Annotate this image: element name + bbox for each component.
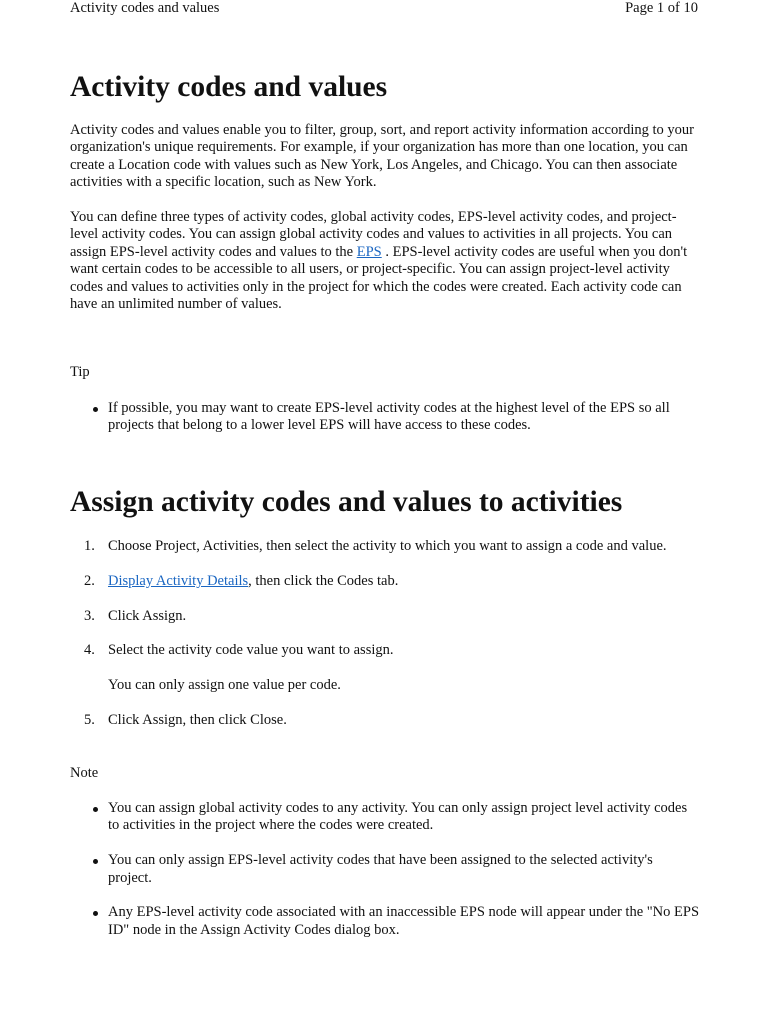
list-item-text: If possible, you may want to create EPS-level activity codes at the highest level of the EPS so all projects that belong to a lower level EPS will have access to these codes.: [108, 400, 670, 434]
step-text: , then click the Codes tab.: [248, 572, 399, 589]
list-item-text: Any EPS-level activity code associated with an inaccessible EPS node will appear under the "No EPS ID" node in the Assign Activity Codes dialog box.: [108, 904, 700, 938]
note-label: Note: [70, 765, 99, 781]
step-text: Click Assign.: [108, 607, 187, 624]
list-item-text: You can assign global activity codes to any activity. You can only assign project level activity codes to activities in the project where the codes were created.: [108, 800, 688, 834]
step-text: Click Assign, then click Close.: [108, 711, 287, 728]
header-doc-title: Activity codes and values: [70, 0, 220, 16]
note-list: [70, 800, 700, 939]
step-number: 2.: [84, 572, 95, 589]
list-item: [70, 800, 700, 835]
step-subtext: You can only assign one value per code.: [108, 677, 341, 694]
list-item: [70, 852, 700, 887]
step-number: 4.: [84, 642, 95, 659]
step-number: 1.: [84, 538, 95, 554]
list-item-text: You can only assign EPS-level activity codes that have been assigned to the selected activity's project.: [108, 852, 653, 886]
step-item: [70, 538, 700, 555]
section-heading-assign: Assign activity codes and values to activities: [70, 486, 623, 518]
tip-list: [70, 400, 700, 435]
intro-paragraph: Activity codes and values enable you to filter, group, sort, and report activity information according to your organization's unique requirements. For example, if your organization has more than one location, you can create a Location code with values such as New York, Los Angeles, and Chicago. You can then associate activities with a specific location, such as New York.: [70, 122, 694, 191]
list-item: [70, 400, 700, 435]
eps-link[interactable]: EPS: [356, 243, 382, 260]
step-item: [70, 573, 700, 590]
step-item: [70, 712, 700, 729]
page-title: Activity codes and values: [70, 71, 388, 103]
steps-list: [70, 538, 700, 729]
tip-label: Tip: [70, 364, 90, 380]
list-item: [70, 904, 700, 939]
step-text: Select the activity code value you want to assign.: [108, 642, 394, 659]
step-item: [70, 642, 700, 694]
step-text: Choose Project, Activities, then select the activity to which you want to assign a code and value.: [108, 538, 667, 554]
header-page-number: Page 1 of 10: [625, 0, 698, 16]
activity-code-types-paragraph: [70, 209, 700, 313]
page-header: [70, 0, 698, 18]
paragraph-text: You can define three types of activity codes, global activity codes, EPS-level activity codes, and project-level activity codes. You can assign global activity codes and values to activities in all projects. You can assign EPS-level activity codes and values to the: [70, 209, 677, 260]
step-number: 3.: [84, 607, 95, 624]
step-item: [70, 608, 700, 625]
display-activity-details-link[interactable]: Display Activity Details: [108, 572, 249, 589]
paragraph-text: . EPS-level activity codes are useful when you don't want certain codes to be accessible to all users, or project-specific. You can assign project-level activity codes and values to activities only in the project for which the codes were created. Each activity code can have an unlimited number of values.: [70, 243, 688, 313]
step-number: 5.: [84, 711, 95, 728]
